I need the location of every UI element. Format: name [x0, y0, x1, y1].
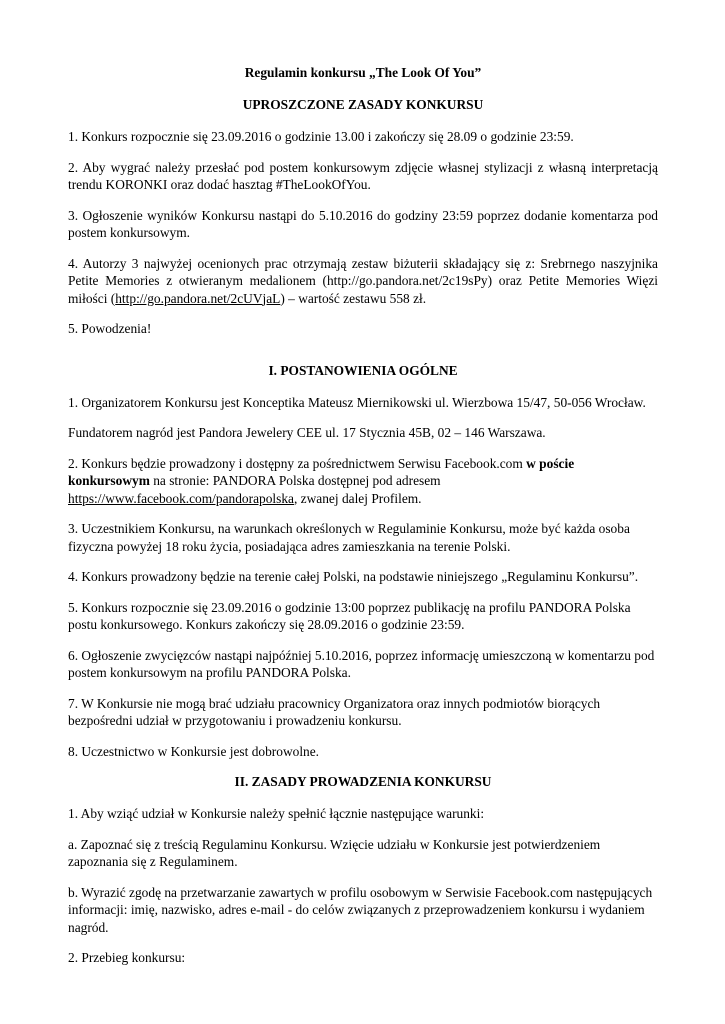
simplified-rule-4-text: 4. Autorzy 3 najwyżej ocenionych prac otrzymają zestaw biżuterii składający się z: Srebrnego naszyjnika Petite Memories z otwieranym medalionem (http://go.pandora.net/2c19sPy) oraz Petite Memories Więzi miłości ( — [68, 255, 658, 306]
document-page — [68, 64, 658, 980]
simplified-rules-heading: UPROSZCZONE ZASADY KONKURSU — [242, 97, 484, 112]
section-2-para-b: b. Wyrazić zgodę na przetwarzanie zawartych w profilu osobowym w Serwisie Facebook.com następujących informacji: imię, nazwisko, adres e-mail - do celów związanych z przeprowadzeniem konkursu i wydaniem nagród. — [68, 884, 653, 935]
section-1-para-2-text: 2. Konkurs będzie prowadzony i dostępny za pośrednictwem Serwisu Facebook.com — [68, 455, 527, 471]
simplified-rule-3: 3. Ogłoszenie wyników Konkursu nastąpi do 5.10.2016 do godziny 23:59 poprzez dodanie komentarza pod postem konkursowym. — [68, 207, 658, 240]
section-1-para-1: 1. Organizatorem Konkursu jest Konceptika Mateusz Miernikowski ul. Wierzbowa 15/47, 50-056 Wrocław. — [68, 394, 646, 410]
facebook-profile-link[interactable]: https://www.facebook.com/pandorapolska — [68, 490, 294, 506]
simplified-rule-5: 5. Powodzenia! — [68, 321, 152, 336]
section-1-para-5: 5. Konkurs rozpocznie się 23.09.2016 o godzinie 13:00 poprzez publikację na profilu PANDORA Polska postu konkursowego. Konkurs zakończy się 28.09.2016 o godzinie 23:59. — [68, 599, 631, 632]
section-1-para-7: 7. W Konkursie nie mogą brać udziału pracownicy Organizatora oraz innych podmiotów biorących bezpośredni udział w przygotowaniu i prowadzeniu konkursu. — [68, 695, 601, 728]
section-2-para-1: 1. Aby wziąć udział w Konkursie należy spełnić łącznie następujące warunki: — [68, 806, 485, 821]
simplified-rule-4-value: ) – wartość zestawu 558 zł. — [280, 290, 427, 306]
simplified-rule-1: 1. Konkurs rozpocznie się 23.09.2016 o godzinie 13.00 i zakończy się 28.09 o godzinie 23:59. — [68, 129, 574, 144]
section-2-para-a: a. Zapoznać się z treścią Regulaminu Konkursu. Wzięcie udziału w Konkursie jest potwierdzeniem zapoznania się z Regulaminem. — [68, 836, 601, 869]
pandora-product-link[interactable]: http://go.pandora.net/2cUVjaL — [115, 290, 281, 306]
section-1-para-2-text-c: , zwanej dalej Profilem. — [293, 490, 422, 506]
section-1-para-2-text-b: na stronie: PANDORA Polska dostępnej pod adresem — [149, 473, 441, 488]
document-title: Regulamin konkursu „The Look Of You” — [244, 65, 482, 80]
section-1-funder: Fundatorem nagród jest Pandora Jewelery CEE ul. 17 Stycznia 45B, 02 – 146 Warszawa. — [68, 425, 546, 440]
section-1-para-6: 6. Ogłoszenie zwycięzców nastąpi najpóźniej 5.10.2016, poprzez informację umieszczoną w komentarzu pod postem konkursowym na profilu PANDORA Polska. — [68, 647, 655, 680]
section-1-heading: I. POSTANOWIENIA OGÓLNE — [268, 362, 458, 378]
section-2-heading: II. ZASADY PROWADZENIA KONKURSU — [234, 774, 492, 789]
section-2-para-2: 2. Przebieg konkursu: — [68, 950, 186, 965]
section-1-para-3: 3. Uczestnikiem Konkursu, na warunkach określonych w Regulaminie Konkursu, może być każda osoba fizyczna powyżej 18 roku życia, posiadająca adres zamieszkania na terenie Polski. — [68, 521, 630, 554]
section-1-para-8: 8. Uczestnictwo w Konkursie jest dobrowolne. — [68, 743, 320, 759]
section-1-para-2-bold: w poście konkursowym — [68, 455, 575, 488]
simplified-rule-4 — [68, 255, 658, 308]
simplified-rule-2: 2. Aby wygrać należy przesłać pod postem konkursowym zdjęcie własnej stylizacji z własną interpretacją trendu KORONKI oraz dodać hasztag #TheLookOfYou. — [68, 159, 658, 192]
section-1-para-4: 4. Konkurs prowadzony będzie na terenie całej Polski, na podstawie niniejszego „Regulaminu Konkursu”. — [68, 569, 639, 584]
section-1-para-2 — [68, 455, 658, 508]
